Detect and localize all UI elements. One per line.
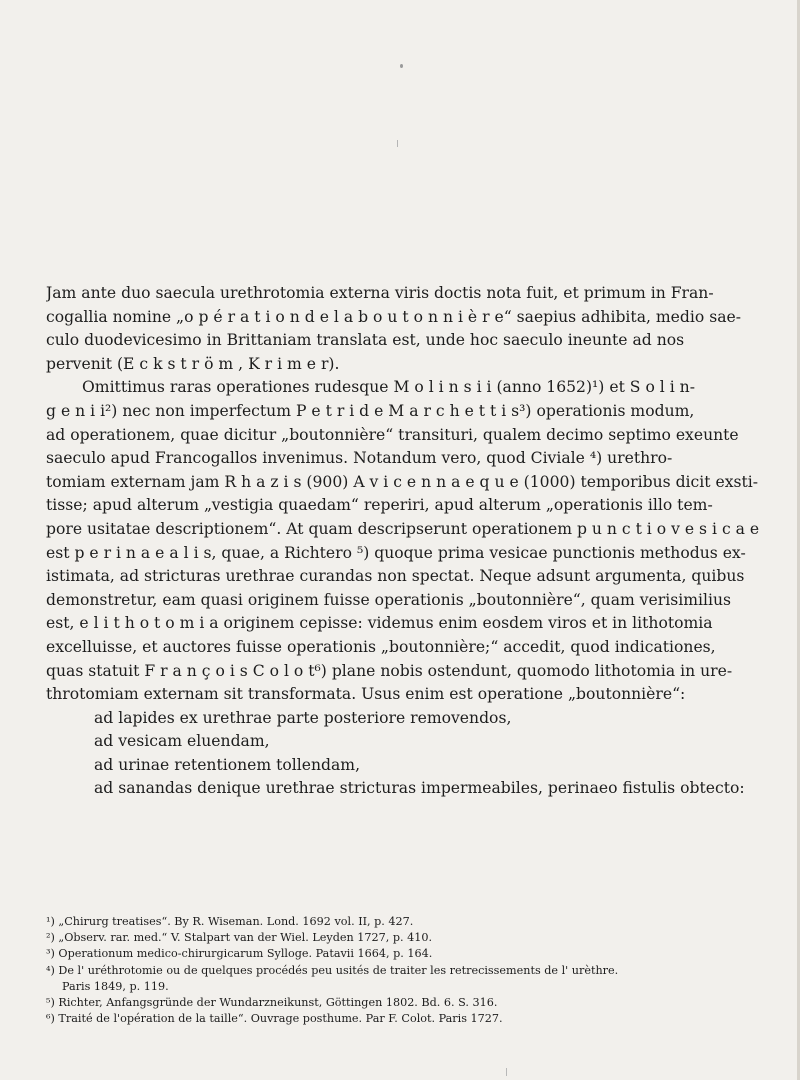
body-line: excelluisse, et auctores fuisse operationis „boutonnière;“ accedit, quod indicationes,	[46, 637, 716, 656]
body-line: est, e l i t h o t o m i a originem cepisse: videmus enim eosdem viros et in lithotomia	[46, 614, 713, 633]
list-item: ad vesicam eluendam,	[94, 732, 270, 751]
ink-mark	[506, 1068, 507, 1076]
footnote: ¹) „Chirurg treatises“. By R. Wiseman. Lond. 1692 vol. II, p. 427.	[46, 915, 414, 928]
body-line: istimata, ad stricturas urethrae curandas non spectat. Neque adsunt argumenta, quibus	[46, 567, 745, 586]
body-line: saeculo apud Francogallos invenimus. Notandum vero, quod Civiale ⁴) urethro-	[46, 449, 673, 468]
body-line: est p e r i n a e a l i s, quae, a Richtero ⁵) quoque prima vesicae punctionis methodus ex-	[46, 543, 746, 562]
body-line: demonstretur, eam quasi originem fuisse operationis „boutonnière“, quam verisimilius	[46, 590, 732, 609]
body-line: Jam ante duo saecula urethrotomia externa viris doctis nota fuit, et primum in Fran-	[46, 284, 714, 302]
body-line: throtomiam externam sit transformata. Usus enim est operatione „boutonnière“:	[46, 685, 686, 704]
body-line: pervenit (E c k s t r ö m , K r i m e r).	[46, 354, 340, 373]
list-item: ad sanandas denique urethrae stricturas impermeabiles, perinaeo fistulis obtecto:	[94, 779, 745, 798]
footnote-continuation: Paris 1849, p. 119.	[62, 979, 169, 993]
ink-speck	[400, 64, 403, 68]
footnote: ⁵) Richter, Anfangsgründe der Wundarzneikunst, Göttingen 1802. Bd. 6. S. 316.	[46, 995, 498, 1009]
list-item: ad urinae retentionem tollendam,	[94, 755, 361, 774]
body-line: Omittimus raras operationes rudesque M o l i n s i i (anno 1652)¹) et S o l i n-	[82, 378, 695, 397]
footnote: ⁶) Traité de l'opération de la taille“. Ouvrage posthume. Par F. Colot. Paris 1727.	[46, 1012, 503, 1026]
body-line: g e n i i²) nec non imperfectum P e t r i d e M a r c h e t t i s³) operationis modum,	[46, 401, 695, 420]
ink-mark	[397, 140, 398, 147]
body-line: tomiam externam jam R h a z i s (900) A v i c e n n a e q u e (1000) temporibus dicit exsti-	[46, 472, 759, 491]
footnotes	[46, 914, 762, 1027]
body-line: pore usitatae descriptionem“. At quam descripserunt operationem p u n c t i o v e s i c a e	[46, 519, 760, 538]
body-line: tisse; apud alterum „vestigia quaedam“ reperiri, apud alterum „operationis illo tem-	[46, 496, 713, 515]
footnote: ²) „Observ. rar. med.“ V. Stalpart van der Wiel. Leyden 1727, p. 410.	[46, 931, 433, 945]
body-text	[46, 282, 762, 801]
body-line: quas statuit F r a n ç o i s C o l o t⁶) plane nobis ostendunt, quomodo lithotomia in ure-	[46, 661, 733, 680]
body-line: culo duodevicesimo in Brittaniam translata est, unde hoc saeculo ineunte ad nos	[46, 331, 685, 350]
body-line: ad operationem, quae dicitur „boutonnière“ transituri, qualem decimo septimo exeunte	[46, 425, 739, 444]
list-item: ad lapides ex urethrae parte posteriore removendos,	[94, 708, 512, 727]
footnote: ³) Operationum medico-chirurgicarum Sylloge. Patavii 1664, p. 164.	[46, 947, 433, 961]
body-line: cogallia nomine „o p é r a t i o n d e l a b o u t o n n i è r e“ saepius adhibita, medio sae-	[46, 307, 742, 326]
footnote: ⁴) De l' uréthrotomie ou de quelques procédés peu usités de traiter les retrecissements de l' urèthre.	[46, 963, 619, 977]
